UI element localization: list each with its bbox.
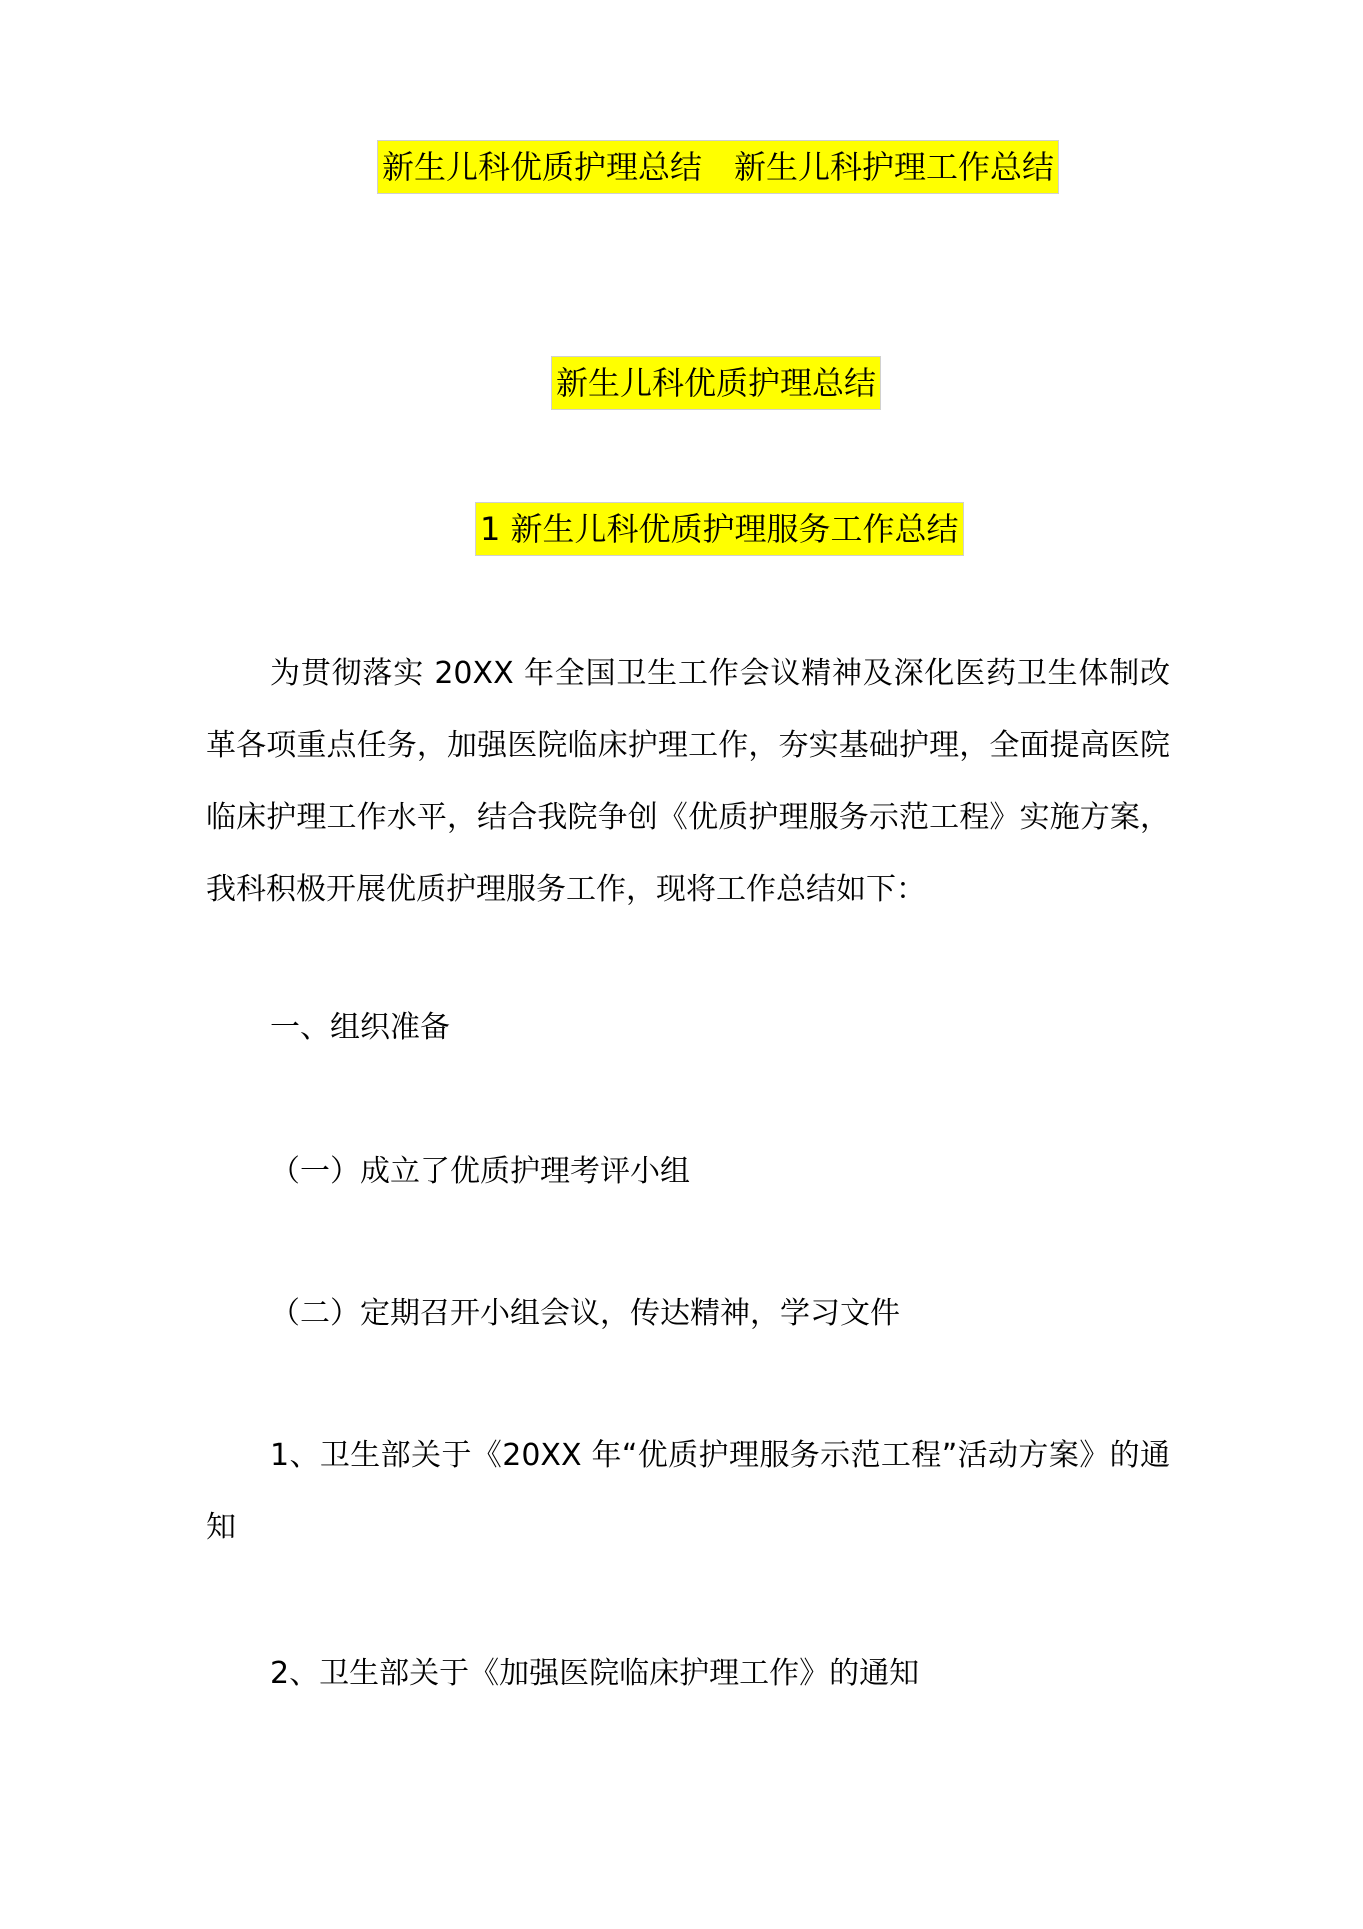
intro-paragraph: 为贯彻落实 20XX 年全国卫生工作会议精神及深化医药卫生体制改革各项重点任务，加强医院临床护理工作，夯实基础护理，全面提高医院临床护理工作水平，结合我院争创《优质护理服务示范工程》实施方案，我科积极开展优质护理服务工作，现将工作总结如下： <box>206 656 1170 907</box>
list-item-2: 2、卫生部关于《加强医院临床护理工作》的通知 <box>270 1656 920 1691</box>
subheading-1: （一）成立了优质护理考评小组 <box>270 1154 690 1189</box>
document-title: 新生儿科优质护理总结 新生儿科护理工作总结 <box>377 140 1059 194</box>
subheading-2: （二）定期召开小组会议，传达精神，学习文件 <box>270 1296 900 1331</box>
section-title: 1 新生儿科优质护理服务工作总结 <box>475 502 964 556</box>
list-item-1: 1、卫生部关于《20XX 年“优质护理服务示范工程”活动方案》的通知 <box>206 1438 1170 1545</box>
heading-organization: 一、组织准备 <box>270 1010 450 1045</box>
document-subtitle: 新生儿科优质护理总结 <box>551 356 881 410</box>
